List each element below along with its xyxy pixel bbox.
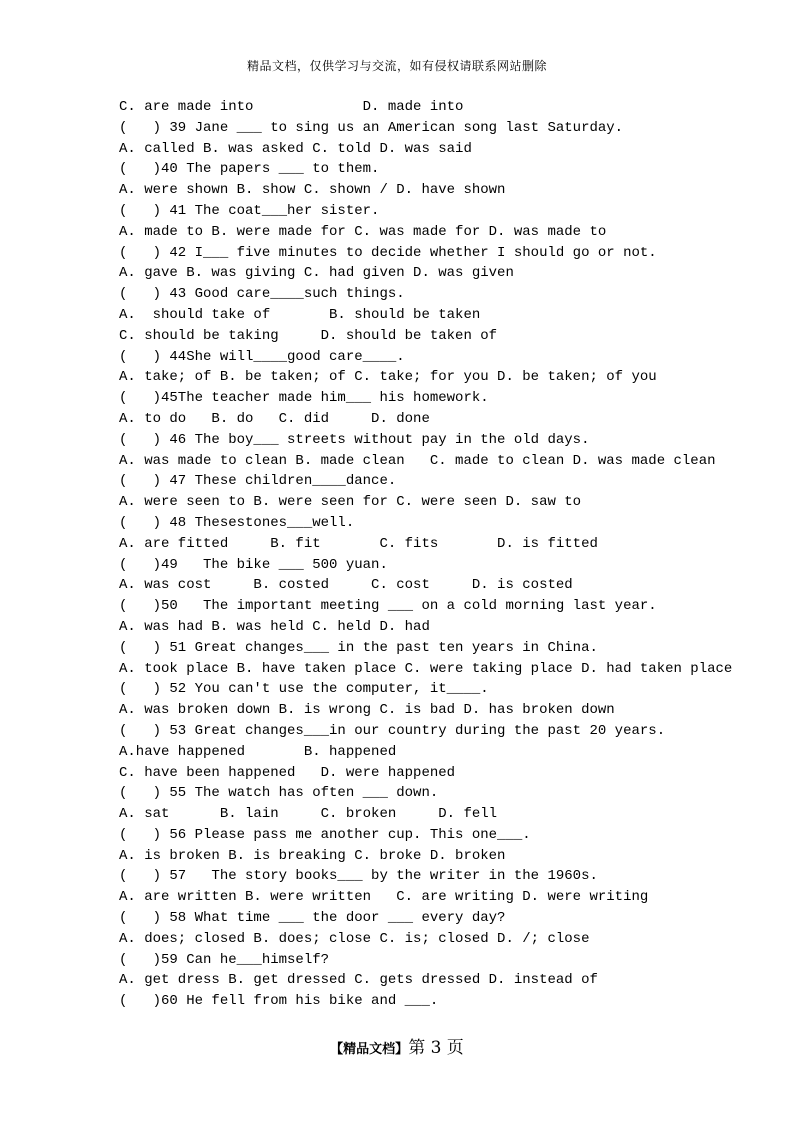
text-line: A. took place B. have taken place C. were taking place D. had taken place bbox=[119, 660, 733, 677]
text-line: A.have happened B. happened bbox=[119, 743, 397, 760]
question-list bbox=[119, 97, 733, 1012]
text-line: C. should be taking D. should be taken of bbox=[119, 327, 498, 344]
text-line: ( ) 43 Good care____such things. bbox=[119, 286, 405, 303]
text-line: ( )60 He fell from his bike and ___. bbox=[119, 993, 439, 1010]
text-line: A. does; closed B. does; close C. is; closed D. /; close bbox=[119, 930, 590, 947]
text-line: A. called B. was asked C. told D. was said bbox=[119, 140, 472, 157]
text-line: ( ) 58 What time ___ the door ___ every day? bbox=[119, 910, 506, 927]
text-line: ( ) 57 The story books___ by the writer in the 1960s. bbox=[119, 868, 598, 885]
text-line: C. are made into D. made into bbox=[119, 99, 464, 115]
text-line: A. made to B. were made for C. was made for D. was made to bbox=[119, 223, 607, 240]
text-line: ( ) 48 Thesestones___well. bbox=[119, 514, 355, 531]
footer-tag: 【精品文档】 bbox=[330, 1042, 409, 1057]
text-line: A. are fitted B. fit C. fits D. is fitted bbox=[119, 535, 598, 552]
text-line: ( ) 46 The boy___ streets without pay in the old days. bbox=[119, 431, 590, 448]
text-line: A. was made to clean B. made clean C. made to clean D. was made clean bbox=[119, 452, 716, 469]
text-line: A. was broken down B. is wrong C. is bad D. has broken down bbox=[119, 702, 615, 719]
page-number: 第 3 页 bbox=[408, 1038, 464, 1058]
page-footer bbox=[0, 1033, 794, 1058]
text-line: A. were shown B. show C. shown / D. have shown bbox=[119, 182, 506, 199]
text-line: ( ) 41 The coat___her sister. bbox=[119, 202, 380, 219]
text-line: A. gave B. was giving C. had given D. was given bbox=[119, 265, 514, 282]
text-line: A. sat B. lain C. broken D. fell bbox=[119, 806, 498, 823]
text-line: ( )59 Can he___himself? bbox=[119, 951, 330, 968]
text-line: A. were seen to B. were seen for C. were seen D. saw to bbox=[119, 494, 582, 511]
text-line: A. should take of B. should be taken bbox=[119, 306, 481, 323]
text-line: A. get dress B. get dressed C. gets dressed D. instead of bbox=[119, 972, 598, 989]
text-line: A. are written B. were written C. are writing D. were writing bbox=[119, 889, 649, 906]
text-line: ( )49 The bike ___ 500 yuan. bbox=[119, 556, 388, 573]
text-line: ( ) 56 Please pass me another cup. This one___. bbox=[119, 826, 531, 843]
text-line: ( ) 55 The watch has often ___ down. bbox=[119, 785, 439, 802]
text-line: A. to do B. do C. did D. done bbox=[119, 410, 430, 427]
text-line: A. is broken B. is breaking C. broke D. broken bbox=[119, 847, 506, 864]
text-line: A. was had B. was held C. held D. had bbox=[119, 618, 430, 635]
text-line: ( )50 The important meeting ___ on a cold morning last year. bbox=[119, 598, 657, 615]
text-line: A. take; of B. be taken; of C. take; for you D. be taken; of you bbox=[119, 369, 657, 386]
text-line: ( ) 47 These children____dance. bbox=[119, 473, 397, 490]
text-line: ( ) 51 Great changes___ in the past ten years in China. bbox=[119, 639, 598, 656]
page-header: 精品文档，仅供学习与交流，如有侵权请联系网站删除 bbox=[246, 59, 547, 73]
text-line: ( )40 The papers ___ to them. bbox=[119, 161, 380, 178]
text-line: ( )45The teacher made him___ his homework. bbox=[119, 390, 489, 407]
text-line: ( ) 39 Jane ___ to sing us an American song last Saturday. bbox=[119, 119, 624, 136]
text-line: ( ) 44She will____good care____. bbox=[119, 348, 405, 365]
text-line: ( ) 42 I___ five minutes to decide whether I should go or not. bbox=[119, 244, 657, 261]
text-line: C. have been happened D. were happened bbox=[119, 764, 456, 781]
text-line: ( ) 53 Great changes___in our country during the past 20 years. bbox=[119, 722, 666, 739]
text-line: A. was cost B. costed C. cost D. is costed bbox=[119, 577, 573, 594]
text-line: ( ) 52 You can't use the computer, it____. bbox=[119, 681, 489, 698]
